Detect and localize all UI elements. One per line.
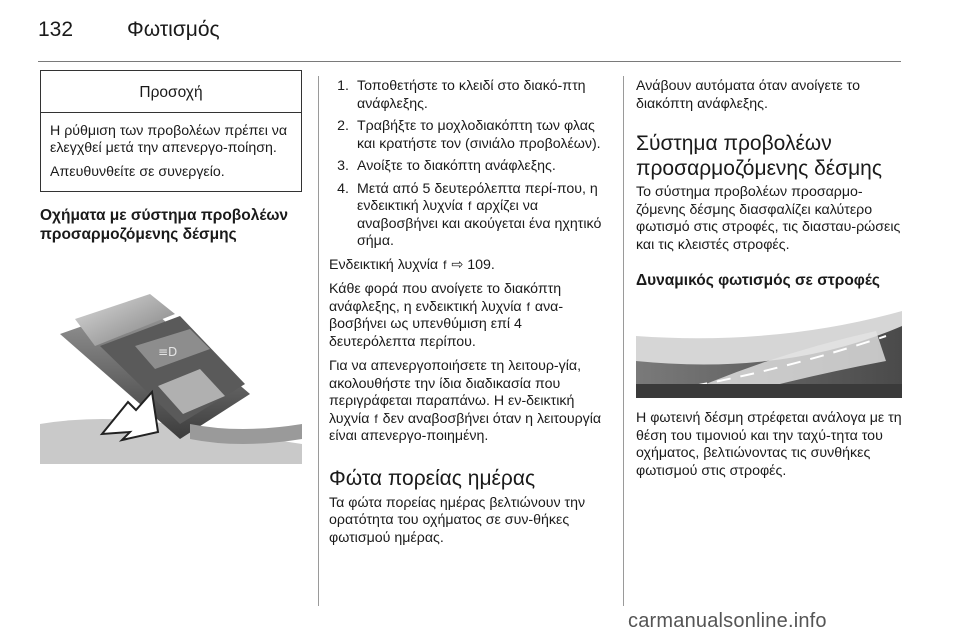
chapter-title: Φωτισμός <box>127 18 220 41</box>
daytime-lights-body: Τα φώτα πορείας ημέρας βελτιώνουν την ορατότητα του οχήματος σε συν-θήκες φωτισμού ημέρας. <box>329 494 586 546</box>
caution-box <box>40 70 302 192</box>
afl-body: Το σύστημα προβολέων προσαρμο-ζόμενης δέσμης διασφαλίζει καλύτερο φωτισμό στις στροφές, τις διασταυ-ρώσεις και τις κλειστές στροφές. <box>636 184 901 253</box>
cornering-light-illustration <box>636 306 902 398</box>
indicator-reference: Ενδεικτική λυχνία f ⇨ 109. <box>329 256 495 273</box>
turn-signal-stalk-illustration <box>40 274 302 464</box>
cornering-heading: Δυναμικός φωτισμός σε στροφές <box>636 272 880 289</box>
column-left <box>40 70 302 464</box>
stalk-figure <box>40 274 302 464</box>
list-item: 2. Τραβήξτε το μοχλοδιακόπτη των φλας και κρατήστε τον (σινιάλο προβολέων). <box>337 118 601 152</box>
column-divider-2 <box>623 76 624 606</box>
column-middle <box>329 70 609 547</box>
column-right <box>636 70 902 480</box>
afl-heading: Σύστημα προβολέων προσαρμοζόμενης δέσμης <box>636 132 882 180</box>
svg-text:≡D: ≡D <box>158 345 178 359</box>
headlight-indicator-icon: f <box>374 411 378 426</box>
list-item: 4. Μετά από 5 δευτερόλεπτα περί-που, η ενδεικτική λυχνία f αρχίζει να αναβοσβήνει και ακούγεται ένα ηχητικό σήμα. <box>337 180 602 249</box>
cornering-figure <box>636 306 902 398</box>
headlight-indicator-icon: f <box>467 199 472 213</box>
deactivate-paragraph: Για να απενεργοποιήσετε τη λειτουρ-γία, ακολουθήστε την ίδια διαδικασία που περιγράφεται παραπάνω. Η εν-δεικτική λυχνία f δεν αναβοσβήνει όταν η λειτουργία είναι απενεργο-ποιημένη. <box>329 358 602 444</box>
column-divider-1 <box>318 76 319 606</box>
procedure-steps <box>329 78 609 251</box>
header-divider <box>38 61 901 62</box>
watermark: carmanualsonline.info <box>628 610 827 632</box>
adaptive-vehicles-heading: Οχήματα με σύστημα προβολέων προσαρμοζόμενης δέσμης <box>40 207 289 243</box>
page-ref-arrow-icon: ⇨ <box>451 256 464 273</box>
page-number: 132 <box>38 18 74 41</box>
caution-body <box>41 113 301 192</box>
auto-on-paragraph: Ανάβουν αυτόματα όταν ανοίγετε το διακόπτη ανάφλεξης. <box>636 78 860 112</box>
list-item: 1. Τοποθετήστε το κλειδί στο διακό-πτη ανάφλεξης. <box>337 78 586 112</box>
headlight-indicator-icon: f <box>443 257 447 272</box>
headlight-indicator-icon: f <box>526 299 530 314</box>
caution-paragraph: Η ρύθμιση των προβολέων πρέπει να ελεγχθεί μετά την απενεργο-ποίηση. <box>50 122 288 156</box>
caution-title: Προσοχή <box>41 71 301 113</box>
page-header <box>38 14 922 48</box>
list-item: 3. Ανοίξτε το διακόπτη ανάφλεξης. <box>337 158 556 174</box>
daytime-lights-heading: Φώτα πορείας ημέρας <box>329 466 536 490</box>
cornering-body: Η φωτεινή δέσμη στρέφεται ανάλογα με τη θέση του τιμονιού και την ταχύ-τητα του οχήματος, βελτιώνοντας τις συνθήκες φωτισμού στις στροφές. <box>636 410 902 479</box>
reminder-paragraph: Κάθε φορά που ανοίγετε το διακόπτη ανάφλεξης, η ενδεικτική λυχνία f ανα-βοσβήνει ως υπενθύμιση επί 4 δευτερόλεπτα περίπου. <box>329 281 564 350</box>
page-reference-link[interactable]: 109. <box>467 256 495 273</box>
caution-paragraph: Απευθυνθείτε σε συνεργείο. <box>50 163 225 180</box>
